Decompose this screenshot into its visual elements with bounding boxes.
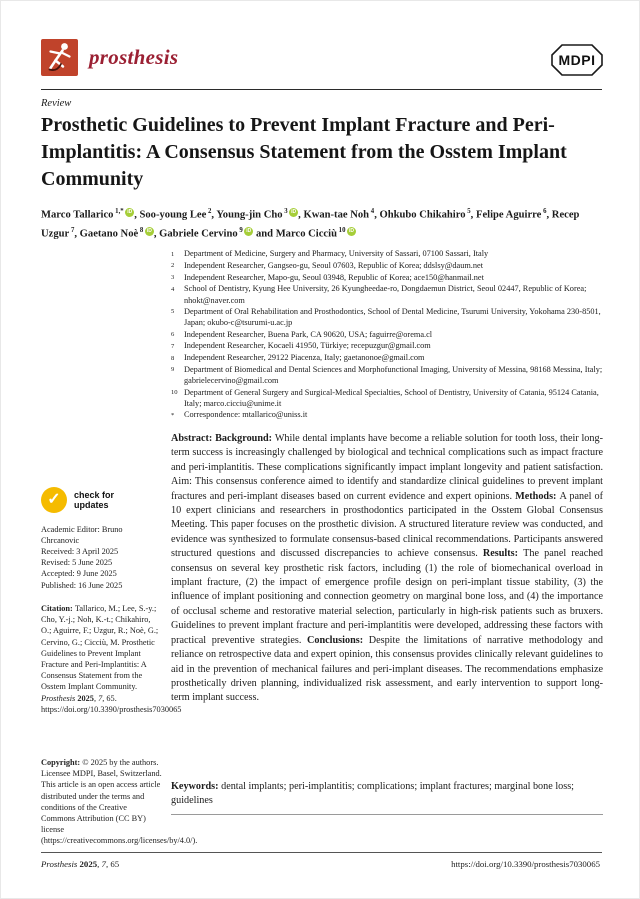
text-segment: 7 xyxy=(101,859,106,869)
affiliation-text: Independent Researcher, 29122 Piacenza, Italy; gaetanonoe@gmail.com xyxy=(184,353,425,363)
text-segment: , 65 xyxy=(105,859,120,869)
text-segment: Copyright: xyxy=(41,758,83,767)
keywords-text: dental implants; peri-implantitis; complications; implant fractures; marginal bone loss; guidelines xyxy=(171,781,574,807)
text-segment: Abstract: xyxy=(171,433,216,444)
footer-divider xyxy=(41,852,602,853)
affiliation-text: Correspondence: mtallarico@uniss.it xyxy=(184,410,308,420)
badge-label xyxy=(74,490,114,510)
text-segment: Tallarico, M.; Lee, S.-y.; Cho, Y.-j.; Noh, K.-t.; Chikahiro, O.; Aguirre, F.; Uzgur, R.; Noè, G.; Cervino, G.; Cicciù, M. Prosthetic Guidelines to Prevent Implant Fracture and Peri-Implantitis: A Consensus Statement from the Osstem Implant Community. xyxy=(41,604,159,692)
orcid-icon[interactable]: iD xyxy=(127,209,133,215)
author-name: Marco Tallarico xyxy=(41,209,114,221)
affiliation-item xyxy=(171,409,605,421)
author-affiliation-superscript: 2 xyxy=(206,208,212,215)
text-segment: 2025 xyxy=(79,859,98,869)
mdpi-logo xyxy=(547,41,607,79)
author-affiliation-superscript: 1,* xyxy=(113,208,124,215)
keywords-label: Keywords: xyxy=(171,781,222,792)
text-segment: Prosthesis xyxy=(41,693,78,703)
keywords-paragraph xyxy=(171,780,603,809)
text-segment: Despite the limitations of narrative methodology and reliance on retrospective data and expert opinion, this consensus provides clinically relevant guidelines to aid in the prevention of mechanical failures and peri-implant diseases. The recommendations emphasize prosthetically driven planning, individualized risk assessment, and early intervention to support long-term implant success. xyxy=(171,634,603,704)
text-segment: While dental implants have become a reliable solution for tooth loss, their long-term success is increasingly challenged by biological and technical complications such as impact fracture and peri-implantitis. These complications significantly impact implant longevity and patient satisfaction. Aim: This consensus conference aimed to identify and standardize clinical guidelines to prevent implant fractures and peri-implant diseases based on current evidence and expert opinions. xyxy=(171,433,603,502)
affiliation-number: 6 xyxy=(171,331,175,339)
mdpi-hexagon-icon xyxy=(547,41,607,79)
author-name: Soo-young Lee xyxy=(139,209,207,221)
orcid-icon[interactable]: iD xyxy=(291,209,297,215)
text-segment: Methods: xyxy=(515,490,560,502)
author-list: Marco Tallarico $^{1,*}$ iD , Soo-young Lee $^2$, Young-jin Cho $^3$ iD , Kwan-tae Noh $^4$, Ohkubo Chikahiro $^5$, Felipe Aguirre $^6$, Recep Uzgur $^7$, Gaetano Noè $^8$ iD , Gabriele Cervino $^9$ iD and Marco Cicciù $^{10}$ iD xyxy=(41,208,580,240)
badge-label-line1: check for xyxy=(74,490,115,500)
affiliation-text: Department of General Surgery and Surgical-Medical Specialties, School of Dentistry, University of Catania, 95124 Catania, Italy; marco.cicciu@unime.it xyxy=(184,387,599,408)
affiliation-text: Department of Oral Rehabilitation and Prosthodontics, School of Dental Medicine, Tsurumi University, Yokohama 230-8501, Japan; okubo-c@tsurumi-u.ac.jp xyxy=(184,306,601,328)
abstract-paragraph xyxy=(171,432,603,706)
author-name: Ohkubo Chikahiro xyxy=(379,209,466,221)
orcid-icon[interactable]: iD xyxy=(348,228,354,235)
check-for-updates-badge[interactable] xyxy=(41,487,114,513)
text-segment: The panel reached consensus on several key prosthetic risk factors, including (1) the role of biomechanical overload in implant fracture, (2) the impact of emergence profile design on peri-implant tissue stability, (3) the influence of implant positioning and connection geometry on marginal bone loss, and (4) the importance of occlusal scheme and restorative material selection, particularly in high-risk patients such as bruxers. Guidelines to prevent implant fracture and peri-implantitis were developed, addressing these factors with practical preventive strategies. xyxy=(171,548,603,646)
affiliation-text: Independent Researcher, Buena Park, CA 90620, USA; faguirre@orema.cl xyxy=(184,329,433,339)
affiliation-text: School of Dentistry, Kyung Hee University, 26 Kyungheedae-ro, Dongdaemun District, Seoul 02447, Republic of Korea; nhokt@naver.com xyxy=(184,284,587,305)
author-affiliation-superscript: 7 xyxy=(69,227,75,235)
article-type-label: Review xyxy=(41,98,72,109)
footer-journal-ref xyxy=(41,859,119,869)
crossmark-check-icon: ✓ xyxy=(41,487,67,513)
header-divider xyxy=(41,89,602,90)
affiliation-item xyxy=(171,364,605,387)
affiliation-item xyxy=(171,283,605,306)
academic-editor: Academic Editor: Bruno Chrcanovic xyxy=(41,525,123,546)
affiliation-item xyxy=(171,272,605,284)
article-date-line: Revised: 5 June 2025 xyxy=(41,558,113,568)
author-affiliation-superscript: 8 xyxy=(138,227,144,235)
affiliation-number: 8 xyxy=(171,354,175,362)
orcid-icon[interactable]: iD xyxy=(146,228,152,235)
text-segment: 2025 xyxy=(77,693,94,703)
affiliation-number: 10 xyxy=(171,389,178,397)
affiliation-number: 5 xyxy=(171,308,175,316)
author-affiliation-superscript: 9 xyxy=(237,227,243,235)
text-segment: , xyxy=(93,693,99,703)
affiliation-number: * xyxy=(171,411,175,419)
text-segment: Citation: xyxy=(41,604,75,613)
affiliation-text: Department of Biomedical and Dental Sciences and Morphofunctional Imaging, University of Messina, 98168 Messina, Italy; gabrielecervino@gmail.com xyxy=(184,364,603,386)
author-name: Felipe Aguirre xyxy=(475,209,542,221)
text-segment: Conclusions: xyxy=(307,634,369,646)
affiliation-text: Independent Researcher, Gangseo-gu, Seoul 07603, Republic of Korea; ddslsy@daum.net xyxy=(184,260,484,270)
affiliation-text: Independent Researcher, Kocaeli 41950, Türkiye; recepuzgur@gmail.com xyxy=(184,341,431,351)
badge-label-line2: updates xyxy=(74,500,109,510)
journal-name: prosthesis xyxy=(89,45,179,69)
article-date-line: Published: 16 June 2025 xyxy=(41,580,123,590)
affiliation-number: 7 xyxy=(171,342,175,350)
text-segment: Prosthesis xyxy=(41,859,80,869)
affiliation-list xyxy=(171,248,605,421)
affiliation-text: Independent Researcher, Mapo-gu, Seoul 03948, Republic of Korea; ace150@hanmail.net xyxy=(184,272,484,282)
keywords-divider xyxy=(171,814,603,815)
svg-text:MDPI: MDPI xyxy=(558,52,596,68)
text-segment: Background: xyxy=(215,433,275,444)
article-title: Prosthetic Guidelines to Prevent Implant Fracture and Peri-Implantitis: A Consensus Statement from the Osstem Implant Community xyxy=(41,114,567,190)
affiliation-item xyxy=(171,306,605,329)
affiliation-number: 4 xyxy=(171,285,175,293)
orcid-icon[interactable]: iD xyxy=(246,228,252,235)
author-affiliation-superscript: 3 xyxy=(282,208,288,215)
author-name: Kwan-tae Noh xyxy=(303,209,370,221)
runner-icon xyxy=(41,39,78,76)
text-segment: Results: xyxy=(482,548,524,560)
author-name: Recep Uzgur xyxy=(41,209,580,240)
author-name: Gabriele Cervino xyxy=(159,228,238,240)
article-date-line: Accepted: 9 June 2025 xyxy=(41,569,117,579)
affiliation-item xyxy=(171,387,605,410)
affiliation-item xyxy=(171,340,605,352)
text-segment: A panel of 10 expert clinicians and researchers in prosthodontics participated in the Osstem Global Consensus Meeting. This paper focuses on the prosthetic division. A structured literature review was conducted, and evidence was synthesized to formulate consensus-based clinical recommendations. Participants answered structured questions and discussed discrepancies to achieve consensus. xyxy=(171,490,604,560)
affiliation-number: 2 xyxy=(171,262,175,270)
affiliation-item xyxy=(171,260,605,272)
affiliation-number: 3 xyxy=(171,274,175,282)
affiliation-item xyxy=(171,329,605,341)
affiliation-item xyxy=(171,352,605,364)
author-affiliation-superscript: 6 xyxy=(541,208,547,215)
affiliation-number: 1 xyxy=(171,250,175,258)
article-date-line: Received: 3 April 2025 xyxy=(41,547,119,556)
affiliation-text: Department of Medicine, Surgery and Pharmacy, University of Sassari, 07100 Sassari, Italy xyxy=(184,249,489,258)
prosthesis-logo xyxy=(41,39,78,76)
author-name: Gaetano Noè xyxy=(79,228,139,240)
text-segment: © 2025 by the authors. Licensee MDPI, Basel, Switzerland. This article is an open access article distributed under the terms and conditions of the Creative Commons Attribution (CC BY) license (https://creativecommons.org/licenses/by/4.0/). xyxy=(41,758,198,846)
author-affiliation-superscript: 5 xyxy=(465,208,471,215)
affiliation-item xyxy=(171,248,605,260)
author-affiliation-superscript: 4 xyxy=(369,208,375,215)
footer-doi-link[interactable]: https://doi.org/10.3390/prosthesis7030065 xyxy=(451,859,600,869)
affiliation-number: 9 xyxy=(171,366,175,374)
text-segment: , 65. https://doi.org/10.3390/prosthesis7030065 xyxy=(41,693,182,714)
citation-block xyxy=(41,603,182,715)
text-segment: 7 xyxy=(98,693,103,703)
article-dates xyxy=(41,546,162,591)
author-name: Marco Cicciù xyxy=(275,228,337,240)
author-affiliation-superscript: 10 xyxy=(336,227,346,235)
text-segment: , xyxy=(97,859,102,869)
author-name: Young-jin Cho xyxy=(216,209,283,221)
